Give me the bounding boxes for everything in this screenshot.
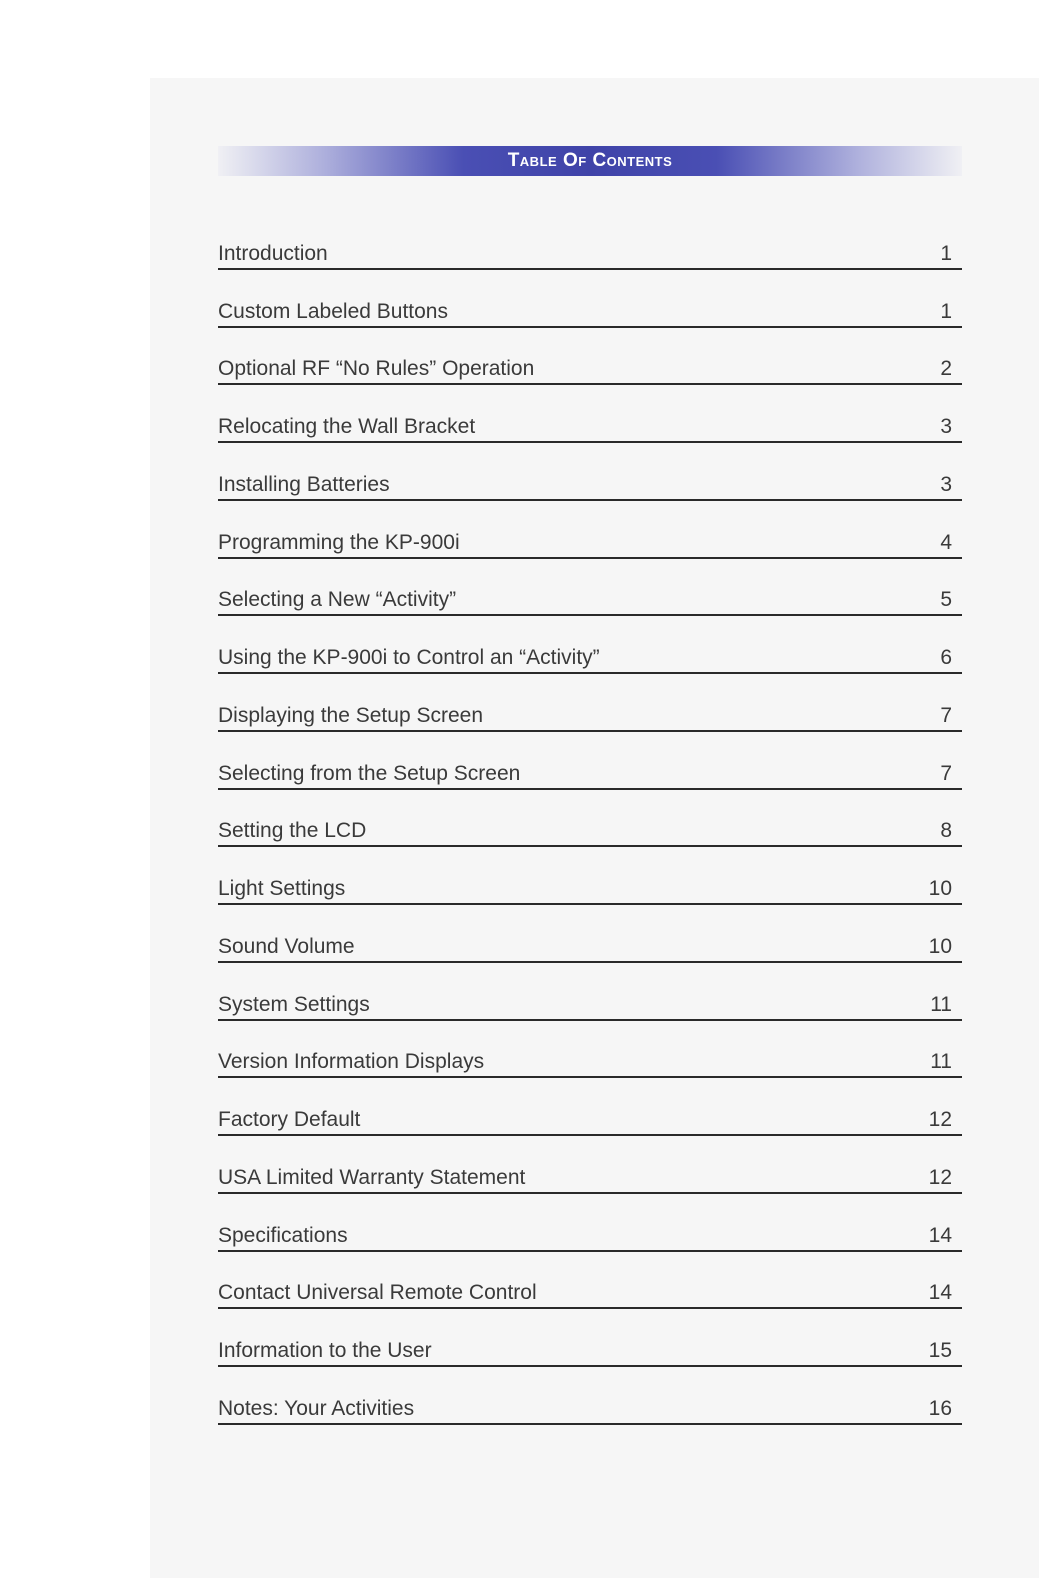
toc-entry-page: 10 [928,877,952,900]
toc-entry-title: Custom Labeled Buttons [218,299,448,323]
toc-entry[interactable] [218,847,962,905]
toc-entry-page: 1 [940,299,952,323]
toc-entry[interactable] [218,905,962,963]
toc-entry-page: 2 [940,357,952,381]
toc-entry-title: Selecting from the Setup Screen [218,761,521,785]
toc-list [218,212,962,1425]
toc-entry-title: Specifications [218,1223,348,1247]
toc-entry-page: 11 [930,1050,952,1074]
toc-entry-title: Relocating the Wall Bracket [218,415,476,438]
toc-entry-page: 5 [940,588,952,612]
toc-entry[interactable] [218,385,962,443]
toc-entry[interactable] [218,616,962,674]
toc-entry-page: 3 [940,472,952,496]
toc-entry-title: Installing Batteries [218,472,390,496]
toc-entry-title: Notes: Your Activities [218,1396,415,1420]
toc-heading: Table Of Contents [507,150,673,171]
toc-entry-title: Displaying the Setup Screen [218,703,483,727]
toc-entry[interactable] [218,1309,962,1367]
toc-entry[interactable] [218,674,962,732]
toc-entry-title: Programming the KP-900i [218,530,460,554]
toc-entry[interactable] [218,1367,962,1425]
toc-entry-title: Optional RF “No Rules” Operation [218,357,535,381]
toc-entry[interactable] [218,1078,962,1136]
toc-entry[interactable] [218,963,962,1021]
toc-entry-title: Factory Default [218,1108,361,1131]
toc-entry-title: Using the KP-900i to Control an “Activity” [218,646,600,669]
toc-entry-page: 14 [928,1281,952,1305]
toc-entry-page: 14 [928,1223,952,1247]
toc-entry[interactable] [218,212,962,270]
toc-entry[interactable] [218,328,962,386]
toc-header-bar [218,146,962,176]
toc-entry[interactable] [218,559,962,617]
toc-entry-page: 1 [940,241,952,265]
toc-entry-title: USA Limited Warranty Statement [218,1165,526,1189]
toc-entry-page: 12 [928,1108,952,1131]
toc-entry-title: Contact Universal Remote Control [218,1281,537,1305]
toc-entry[interactable] [218,1021,962,1079]
toc-entry-page: 7 [940,761,952,785]
toc-entry-page: 3 [940,415,952,438]
toc-entry-page: 12 [928,1165,952,1189]
toc-entry-page: 16 [928,1396,952,1420]
toc-entry-page: 6 [940,646,952,669]
toc-entry-title: Version Information Displays [218,1050,485,1074]
toc-entry[interactable] [218,790,962,848]
toc-entry-title: System Settings [218,992,370,1016]
toc-entry[interactable] [218,1252,962,1310]
toc-entry[interactable] [218,443,962,501]
toc-entry-title: Introduction [218,241,328,265]
toc-entry-page: 4 [940,530,952,554]
toc-entry-page: 11 [930,992,952,1016]
toc-entry-page: 8 [940,819,952,843]
toc-entry-title: Setting the LCD [218,819,367,843]
toc-entry-title: Selecting a New “Activity” [218,588,457,612]
toc-entry-title: Information to the User [218,1339,432,1362]
toc-entry[interactable] [218,1136,962,1194]
toc-entry-page: 10 [928,934,952,958]
toc-entry[interactable] [218,270,962,328]
toc-entry-title: Light Settings [218,877,346,900]
toc-entry[interactable] [218,501,962,559]
toc-entry-page: 15 [928,1339,952,1362]
toc-entry-page: 7 [940,703,952,727]
toc-entry[interactable] [218,732,962,790]
toc-entry[interactable] [218,1194,962,1252]
toc-entry-title: Sound Volume [218,934,355,958]
